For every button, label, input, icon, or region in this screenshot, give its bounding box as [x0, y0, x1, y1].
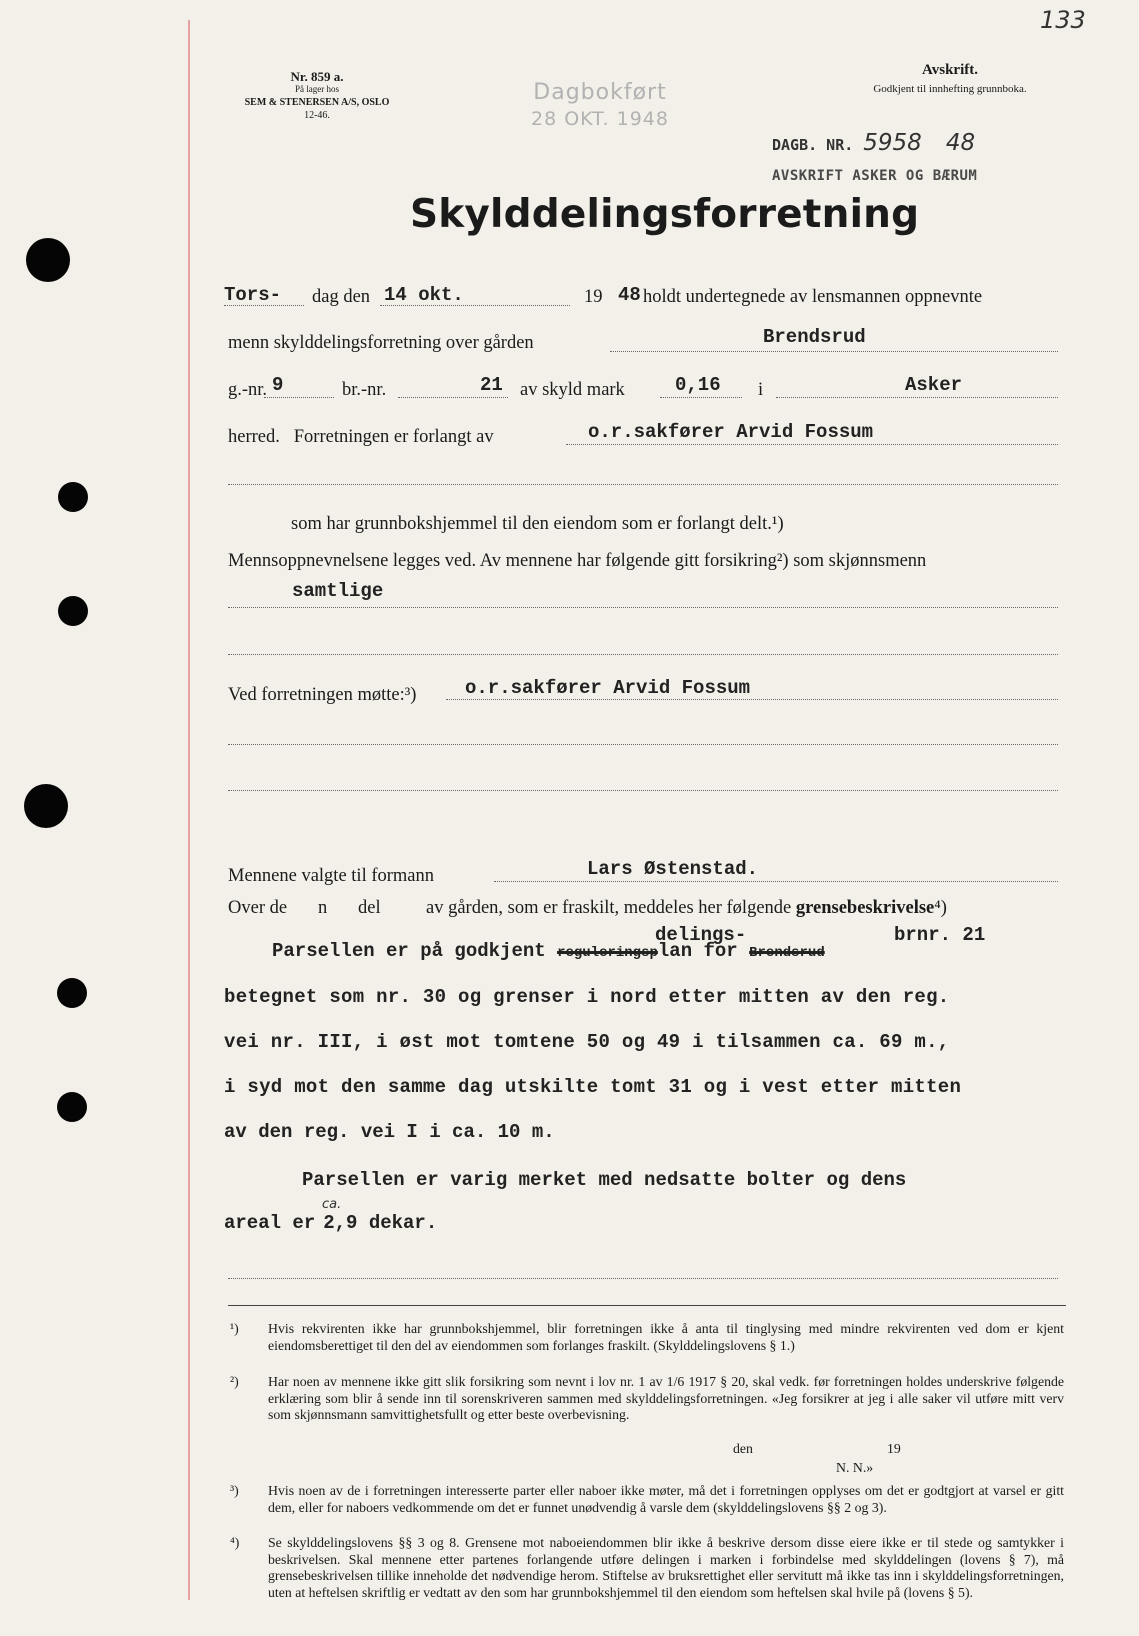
over-sup: ⁴) [934, 898, 947, 918]
publisher-line: På lager hos [295, 84, 339, 94]
typed-struck-2: Brendsrud [749, 945, 825, 961]
brnr-value: 21 [480, 374, 503, 396]
gnr-label: g.-nr. [228, 380, 268, 400]
farm-dots [610, 351, 1058, 352]
blank-line [228, 744, 1058, 745]
footnote-mark: ²) [230, 1374, 239, 1389]
avskrift-stamp: AVSKRIFT ASKER OG BÆRUM [772, 168, 978, 184]
punch-hole [24, 784, 68, 828]
dag-den-label: dag den [312, 287, 371, 307]
publisher-name: SEM & STENERSEN A/S, OSLO [244, 97, 390, 108]
skyld-value: 0,16 [675, 374, 721, 396]
footnote-text: Hvis rekvirenten ikke har grunnbokshjemmel, blir forretningen ikke å anta til tinglysing med mindre rekvirenten ved dom er kjent eiendomsberettiget til den del av eiendommen som forlanges fraskilt. (Skylddelingslovens § 1.) [268, 1321, 1064, 1353]
blank-line [228, 790, 1058, 791]
mott-label: Ved forretningen møtte:³) [228, 685, 417, 705]
over-rest [426, 898, 947, 919]
typed-over-brnr: brnr. 21 [894, 924, 986, 946]
over-rest-plain: av gården, som er fraskilt, meddeles her følgende [426, 898, 792, 918]
dagb-number: 5958 [863, 130, 922, 156]
dagbok-stamp [520, 80, 680, 132]
typed-line-1b: lan for [657, 940, 738, 962]
mott-value: o.r.sakfører Arvid Fossum [465, 677, 751, 699]
avskrift-title: Avskrift. [922, 62, 978, 78]
brnr-dots [398, 397, 508, 398]
dagbok-stamp-text: Dagbokført [533, 80, 667, 105]
typed-line-1a: Parsellen er på godkjent [272, 940, 546, 962]
avskrift-subtitle: Godkjent til innhefting grunnboka. [873, 83, 1027, 95]
dagb-year: 48 [945, 130, 976, 156]
publisher-date: 12-46. [304, 110, 330, 121]
typed-line-3: vei nr. III, i øst mot tomtene 50 og 49 i tilsammen ca. 69 m., [224, 1031, 950, 1053]
hjemmel-text: som har grunnbokshjemmel til den eiendom som er forlangt delt.¹) [291, 514, 784, 534]
herred-text: herred. Forretningen er forlangt av [228, 427, 494, 447]
footnote-rule [228, 1305, 1066, 1306]
requester: o.r.sakfører Arvid Fossum [588, 421, 874, 443]
forsikret-value: samtlige [292, 580, 384, 602]
typed-over-delings: delings- [655, 924, 747, 946]
footnote-den: den [733, 1441, 753, 1456]
margin-rule [188, 20, 190, 1600]
typed-line-7b: 2,9 dekar. [323, 1212, 438, 1234]
formann-value: Lars Østenstad. [587, 858, 759, 880]
page-number: 133 [1040, 6, 1086, 34]
form-number: Nr. 859 a. [290, 69, 344, 84]
oppnevnelse-text: Mennsoppnevnelsene legges ved. Av mennene har følgende gitt forsikring²) som skjønnsmenn [228, 551, 927, 571]
weekday: Tors- [224, 284, 282, 306]
over-de: Over de [228, 898, 288, 918]
typed-line-6: Parsellen er varig merket med nedsatte bolter og dens [302, 1169, 907, 1191]
typed-line-4: i syd mot den samme dag utskilte tomt 31 og i vest etter mitten [224, 1076, 962, 1098]
brnr-label: br.-nr. [342, 380, 387, 400]
footnote-text: Hvis noen av de i forretningen interesserte parter eller naboer ikke møter, må det i forretningen opplyses om det er godtgjort at varsel er gitt dem, eller for naboers vedkommende om det er funnet unødvendig å varsle dem (skylddelingslovens §§ 2 og 3). [268, 1483, 1064, 1515]
municipality: Asker [905, 374, 963, 396]
punch-hole [58, 482, 88, 512]
avskrift-block [830, 62, 1070, 95]
handwritten-ca: ca. [322, 1197, 342, 1212]
mott-dots [446, 699, 1058, 700]
formann-dots [494, 881, 1058, 882]
punch-hole [57, 1092, 87, 1122]
blank-line [228, 1278, 1058, 1279]
footnote-text: Se skylddelingslovens §§ 3 og 8. Grensene mot naboeiendommen blir ikke å beskrive dersom disse eiere ikke er til stede og samtykker i beskrivelsen. Skal mennene etter partenes forlangende utføre delingen i marken i forbindelse med skylddelingen (lovens § 7), må grensebeskrivelsen tillike inneholde det nødvendige herom. Stiftelse av bruksrettighet eller servitutt må ikke tas inn i skylddelingsforretningen, uten at heftelsen skriftlig er vedtatt av den som har grunnbokshjemmel til den eiendom som heftelsen skal hvile på (lovens § 5). [268, 1535, 1064, 1600]
municipality-dots [776, 397, 1058, 398]
over-n: n [318, 898, 328, 918]
footnote-nn: N. N.» [836, 1460, 874, 1475]
punch-hole [57, 978, 87, 1008]
i-label: i [758, 380, 764, 400]
date-dots [380, 305, 570, 306]
dagb-number-line [772, 130, 1072, 160]
footnote-19: 19 [887, 1441, 901, 1456]
farm-name: Brendsrud [763, 326, 866, 348]
year-suffix: 48 [618, 284, 641, 306]
skyld-label: av skyld mark [520, 380, 625, 400]
forsikret-dots [228, 607, 1058, 608]
requester-dots [566, 444, 1058, 445]
menn-text: menn skylddelingsforretning over gården [228, 333, 534, 353]
footnote-mark: ³) [230, 1483, 239, 1498]
dagb-label: DAGB. NR. [772, 136, 854, 154]
typed-line-7 [224, 1212, 437, 1234]
footnote-mark: ⁴) [230, 1535, 240, 1550]
blank-line [228, 654, 1058, 655]
dagbok-stamp-date: 28 OKT. 1948 [531, 108, 669, 130]
weekday-dots [224, 305, 304, 306]
punch-hole [58, 596, 88, 626]
over-del: del [358, 898, 381, 918]
typed-line-2: betegnet som nr. 30 og grenser i nord etter mitten av den reg. [224, 986, 950, 1008]
document-title: Skylddelingsforretning [410, 192, 920, 237]
gnr-dots [264, 397, 334, 398]
punch-hole [26, 238, 70, 282]
over-rest-bold: grensebeskrivelse [795, 898, 935, 918]
footnote-mark: ¹) [230, 1321, 239, 1336]
typed-struck-1: reguleringsp [557, 945, 658, 961]
formann-label: Mennene valgte til formann [228, 866, 435, 886]
footnote-text: Har noen av mennene ikke gitt slik forsikring som nevnt i lov nr. 1 av 1/6 1917 § 20, skal vedk. før forretningen holdes underskrive følgende erklæring som blir å sende inn til sorenskriveren sammen med skylddelingsforretningen. «Jeg forsikrer at jeg i alle saker vil utføre mitt verv som skjønnsmann samvittighetsfullt og etter beste overbevisning. [268, 1374, 1064, 1423]
typed-line-1 [272, 940, 825, 962]
year-prefix: 19 [584, 287, 603, 307]
typed-line-5: av den reg. vei I i ca. 10 m. [224, 1121, 555, 1143]
date-value: 14 okt. [384, 284, 464, 306]
skyld-dots [660, 397, 742, 398]
publisher-block [222, 70, 412, 122]
typed-line-7a: areal er [224, 1212, 316, 1234]
holdt-text: holdt undertegnede av lensmannen oppnevnte [643, 287, 983, 307]
gnr-value: 9 [272, 374, 284, 396]
blank-line [228, 484, 1058, 485]
